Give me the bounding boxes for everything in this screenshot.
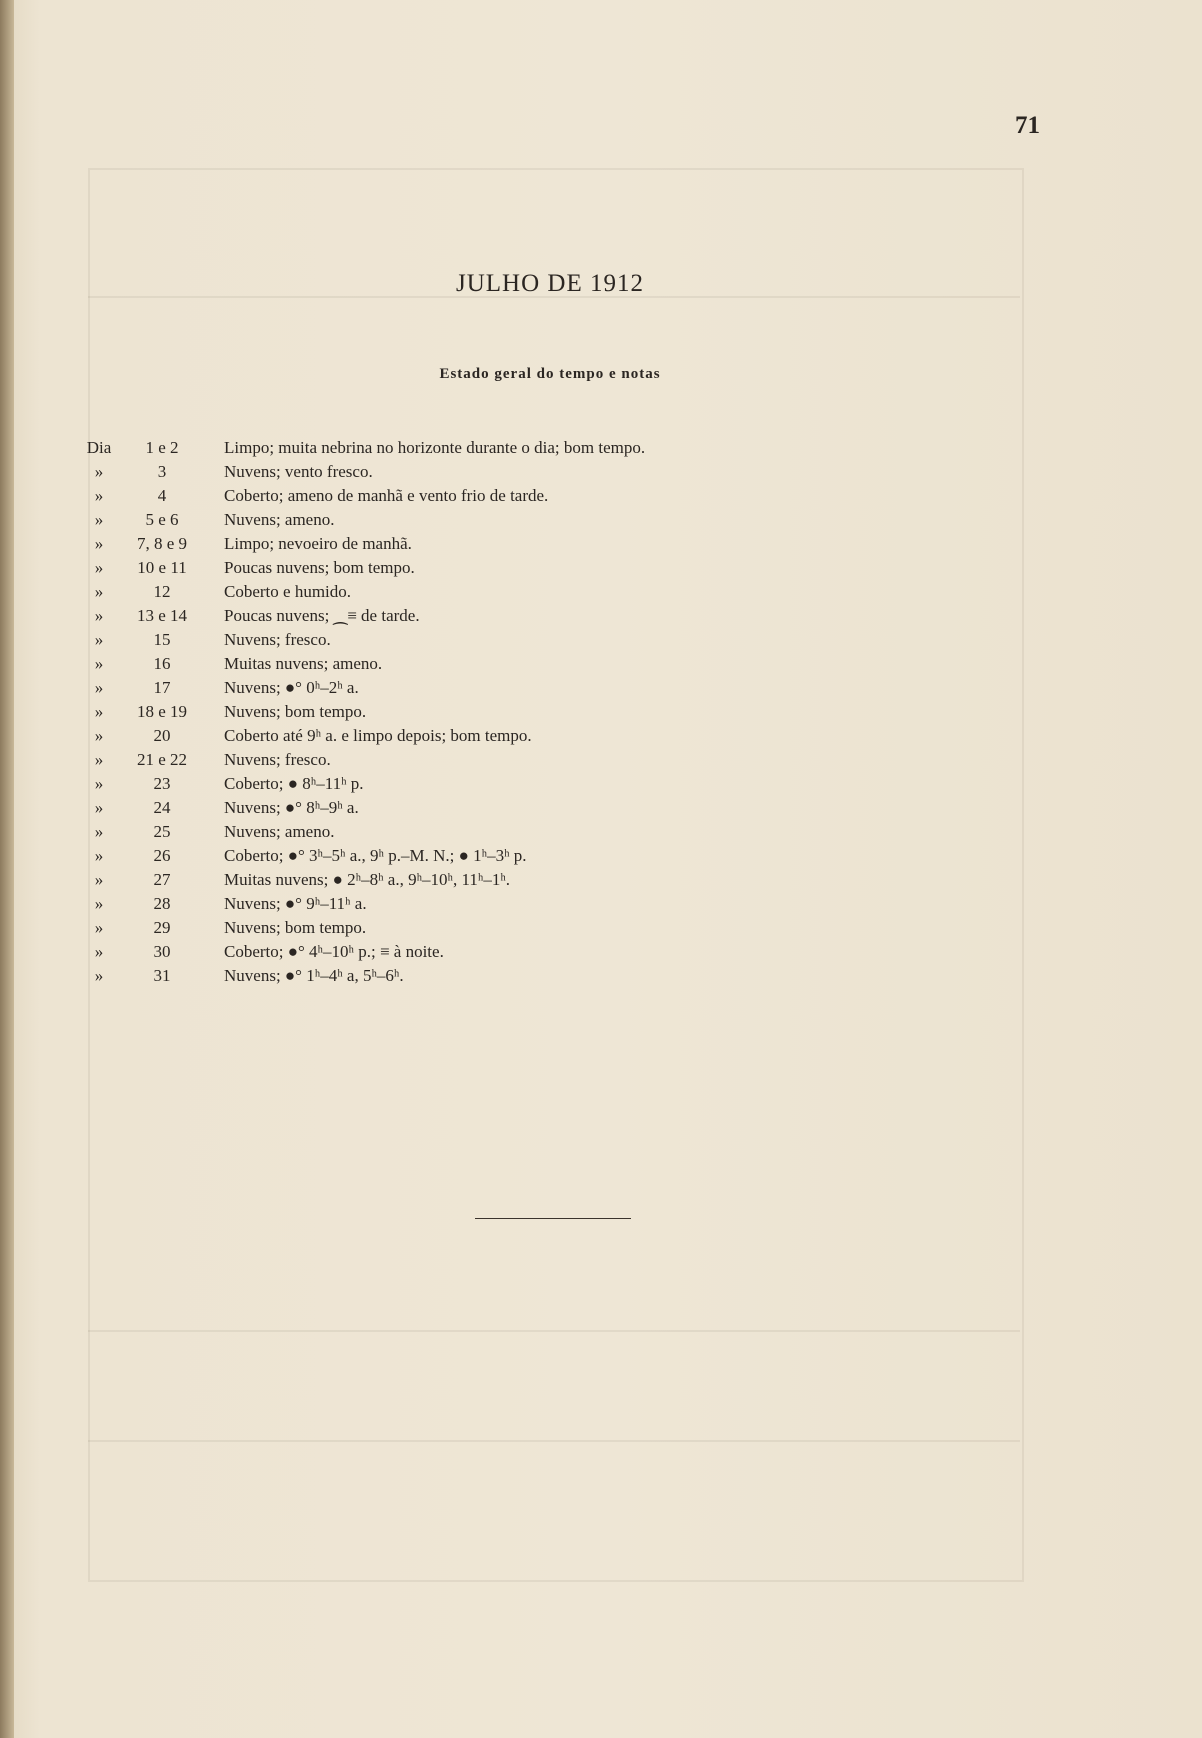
entry-text: Limpo; muita nebrina no horizonte durante o dia; bom tempo. [224, 438, 646, 457]
entry-day: 23 [153, 774, 171, 793]
entry-text: Nuvens; ●° 8ʰ–9ʰ a. [224, 798, 359, 817]
entry-day: 3 [157, 462, 167, 481]
weather-entry [0, 676, 1202, 700]
entry-day: 7, 8 e 9 [136, 534, 188, 553]
weather-entry [0, 532, 1202, 556]
entry-day: 15 [153, 630, 171, 649]
entry-text: Coberto e humido. [224, 582, 352, 601]
entry-day: 1 e 2 [145, 438, 179, 457]
entry-text: Limpo; nevoeiro de manhã. [224, 534, 412, 553]
weather-entry [0, 700, 1202, 724]
entry-text: Nuvens; bom tempo. [224, 702, 367, 721]
entry-text: Nuvens; vento fresco. [224, 462, 373, 481]
entry-text: Nuvens; ameno. [224, 822, 335, 841]
entry-mark: » [94, 870, 104, 889]
weather-entry [0, 460, 1202, 484]
entry-mark: » [94, 822, 104, 841]
entry-mark: » [94, 678, 104, 697]
entry-text: Nuvens; fresco. [224, 630, 331, 649]
bleed-through-rule [88, 1440, 1020, 1442]
entry-day: 24 [153, 798, 171, 817]
entry-text: Nuvens; bom tempo. [224, 918, 367, 937]
entry-text: Nuvens; fresco. [224, 750, 331, 769]
weather-entry [0, 724, 1202, 748]
weather-entry [0, 508, 1202, 532]
weather-entry [0, 772, 1202, 796]
entry-mark: » [94, 774, 104, 793]
entry-day: 21 e 22 [136, 750, 188, 769]
weather-entry [0, 604, 1202, 628]
weather-entry [0, 868, 1202, 892]
entry-mark: » [94, 798, 104, 817]
entry-day: 25 [153, 822, 171, 841]
entry-text: Nuvens; ●° 0ʰ–2ʰ a. [224, 678, 359, 697]
entry-mark: » [94, 966, 104, 985]
entry-mark: » [94, 534, 104, 553]
entry-mark: » [94, 894, 104, 913]
entry-day: 26 [153, 846, 171, 865]
entry-day: 12 [153, 582, 171, 601]
entry-mark: » [94, 654, 104, 673]
entry-text: Nuvens; ●° 9ʰ–11ʰ a. [224, 894, 367, 913]
entry-text: Coberto; ameno de manhã e vento frio de tarde. [224, 486, 549, 505]
entry-text: Nuvens; ●° 1ʰ–4ʰ a, 5ʰ–6ʰ. [224, 966, 404, 985]
entry-mark: » [94, 558, 104, 577]
weather-entry [0, 436, 1202, 460]
entry-day: 18 e 19 [136, 702, 188, 721]
weather-entry [0, 748, 1202, 772]
entry-mark: » [94, 606, 104, 625]
entry-mark: » [94, 942, 104, 961]
weather-entry [0, 940, 1202, 964]
bleed-through-rule [88, 1330, 1020, 1332]
entry-mark: » [94, 846, 104, 865]
weather-entry [0, 652, 1202, 676]
entry-mark: » [94, 510, 104, 529]
entry-day: 5 e 6 [145, 510, 179, 529]
weather-entry [0, 628, 1202, 652]
weather-entry [0, 892, 1202, 916]
entry-day: 20 [153, 726, 171, 745]
entry-text: Coberto até 9ʰ a. e limpo depois; bom tempo. [224, 726, 532, 745]
entry-mark: » [94, 750, 104, 769]
weather-entry [0, 844, 1202, 868]
weather-entry [0, 964, 1202, 988]
entry-mark: » [94, 726, 104, 745]
entry-text: Coberto; ● 8ʰ–11ʰ p. [224, 774, 364, 793]
weather-entry [0, 556, 1202, 580]
entry-mark: » [94, 918, 104, 937]
entry-mark: » [94, 486, 104, 505]
weather-entry [0, 916, 1202, 940]
closing-rule [475, 1218, 631, 1219]
entry-text: Muitas nuvens; ● 2ʰ–8ʰ a., 9ʰ–10ʰ, 11ʰ–1ʰ. [224, 870, 511, 889]
entry-text: Coberto; ●° 4ʰ–10ʰ p.; ≡ à noite. [224, 942, 444, 961]
entry-text: Nuvens; ameno. [224, 510, 335, 529]
entry-day: 30 [153, 942, 171, 961]
entry-day: 27 [153, 870, 171, 889]
entry-day: 4 [157, 486, 167, 505]
entry-mark: Dia [86, 438, 112, 457]
weather-entry [0, 796, 1202, 820]
entry-mark: » [94, 582, 104, 601]
entry-day: 29 [153, 918, 171, 937]
entry-text: Poucas nuvens; bom tempo. [224, 558, 415, 577]
entry-day: 13 e 14 [136, 606, 188, 625]
entry-day: 17 [153, 678, 171, 697]
entry-mark: » [94, 702, 104, 721]
entry-text: Muitas nuvens; ameno. [224, 654, 383, 673]
entry-mark: » [94, 630, 104, 649]
entry-text: Poucas nuvens; ⁔≡ de tarde. [224, 606, 420, 625]
weather-entry [0, 580, 1202, 604]
entry-mark: » [94, 462, 104, 481]
weather-entry [0, 484, 1202, 508]
entry-day: 16 [153, 654, 171, 673]
weather-entry [0, 820, 1202, 844]
section-title: Estado geral do tempo e notas [439, 366, 661, 382]
entry-day: 31 [153, 966, 171, 985]
page-number: 71 [1015, 112, 1040, 139]
entry-day: 28 [153, 894, 171, 913]
entry-text: Coberto; ●° 3ʰ–5ʰ a., 9ʰ p.–M. N.; ● 1ʰ–3ʰ p. [224, 846, 527, 865]
month-title: JULHO DE 1912 [456, 270, 644, 297]
entry-day: 10 e 11 [137, 558, 187, 577]
